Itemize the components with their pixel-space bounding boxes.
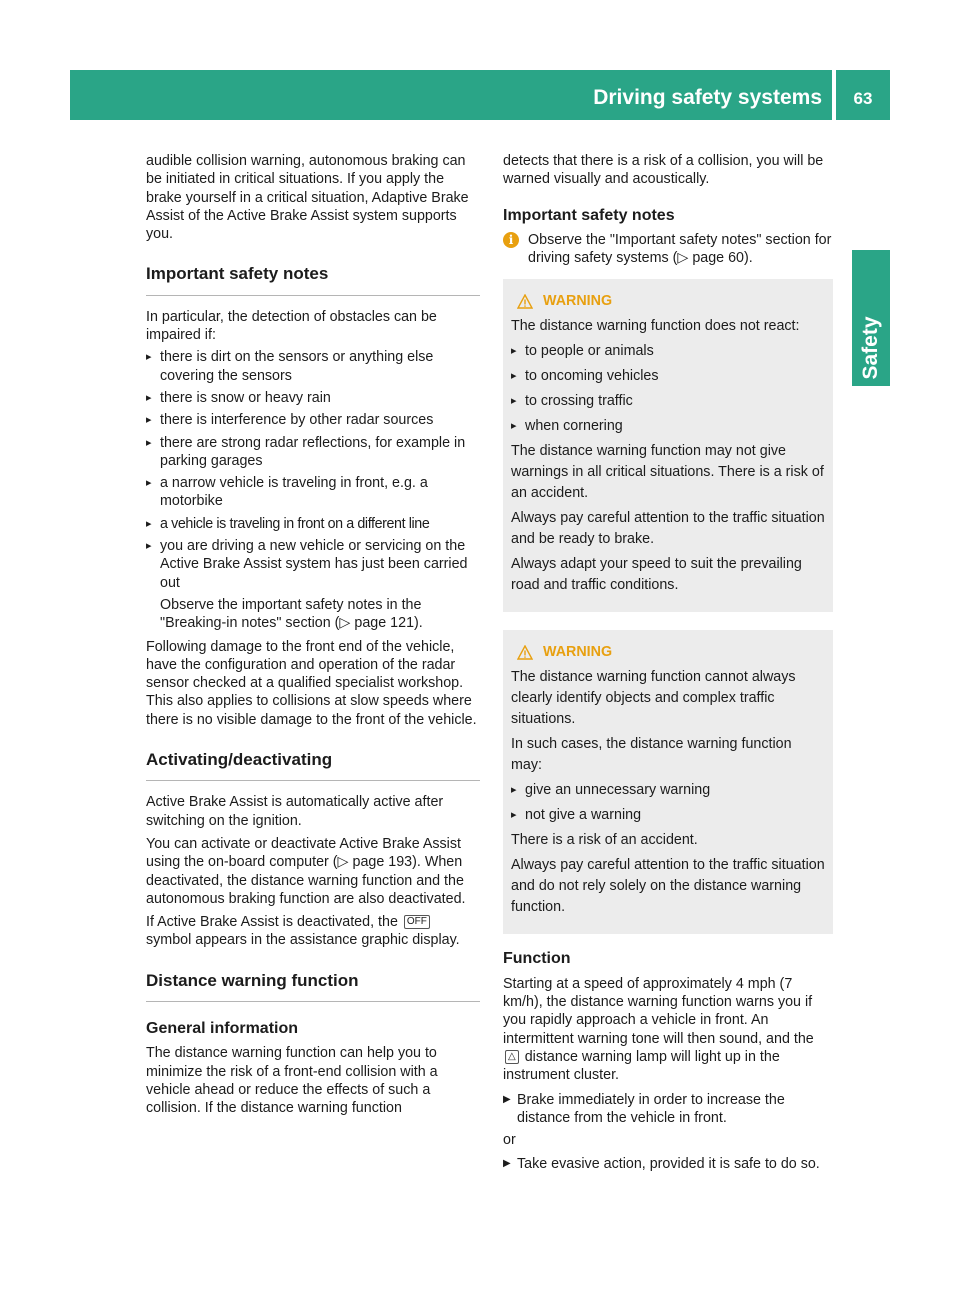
- heading-function: Function: [503, 950, 571, 968]
- list-item: ▸ you are driving a new vehicle or servicing on the Active Brake Assist system has just been carried out: [146, 537, 480, 592]
- intro-paragraph: audible collision warning, autonomous braking can be initiated in critical situations. If you apply the brake yourself in a critical situation, Adaptive Brake Assist of the Active Brake Assist system supports you.: [146, 153, 469, 243]
- info-note-text: Observe the "Important safety notes" section for driving safety systems (▷ page 60).: [528, 231, 832, 267]
- heading-activating: Activating/deactivating: [146, 751, 480, 781]
- warning-paragraph: Always pay careful attention to the traffic situation and be ready to brake.: [511, 510, 825, 548]
- left-column: [146, 152, 480, 1117]
- or-text: or: [503, 1132, 516, 1149]
- warning-paragraph: There is a risk of an accident.: [511, 832, 698, 849]
- warning-triangle-icon: [517, 645, 533, 661]
- function-text-a: Starting at a speed of approximately 4 mph (7 km/h), the distance warning function warns you if you rapidly approach a vehicle in front. An intermittent warning tone will then sound, and the: [503, 975, 814, 1047]
- section-title: Driving safety systems: [593, 86, 822, 109]
- warning-paragraph: The distance warning function cannot always clearly identify objects and complex traffic situations.: [511, 669, 796, 728]
- warning-header: [511, 642, 825, 663]
- warning-triangle-icon: [517, 294, 533, 310]
- info-icon: i: [503, 232, 519, 248]
- warning-list: [511, 780, 825, 826]
- warning-paragraph: In such cases, the distance warning function may:: [511, 736, 792, 774]
- list-item: ▸ not give a warning: [511, 805, 825, 826]
- list-item: ▸ a narrow vehicle is traveling in front, e.g. a motorbike: [146, 474, 480, 511]
- heading-important-safety-notes: Important safety notes: [146, 265, 480, 295]
- distance-warning-lamp-icon: △: [505, 1050, 519, 1064]
- warning-paragraph: Always adapt your speed to suit the prevailing road and traffic conditions.: [511, 556, 802, 594]
- function-text-b: distance warning lamp will light up in the instrument cluster.: [503, 1048, 780, 1084]
- warning-list: [511, 341, 825, 437]
- list-item: ▸ a vehicle is traveling in front on a different line: [146, 515, 480, 533]
- impaired-intro: In particular, the detection of obstacles can be impaired if:: [146, 308, 437, 344]
- action-steps-2: [503, 1155, 833, 1173]
- heading-distance-warning: Distance warning function: [146, 972, 480, 1002]
- list-item: ▸ there are strong radar reflections, for example in parking garages: [146, 434, 480, 471]
- warning-paragraph: The distance warning function may not give warnings in all critical situations. There is a risk of an accident.: [511, 443, 824, 502]
- impaired-list: [146, 348, 480, 592]
- list-item: ▸ there is interference by other radar sources: [146, 411, 480, 429]
- activating-paragraph-1: Active Brake Assist is automatically active after switching on the ignition.: [146, 794, 444, 829]
- warning-box-1: [503, 279, 833, 612]
- warning-label: WARNING: [543, 644, 613, 661]
- warning-intro: The distance warning function does not react:: [511, 318, 800, 335]
- breaking-in-note: Observe the important safety notes in the "Breaking-in notes" section (▷ page 121).: [160, 596, 423, 632]
- damage-paragraph: Following damage to the front end of the vehicle, have the configuration and operation of the radar sensor checked at a qualified specialist workshop. This also applies to collisions at slow speeds where there is no visible damage to the front of the vehicle.: [146, 638, 477, 728]
- heading-important-safety-notes-2: Important safety notes: [503, 206, 675, 224]
- list-item: ▸ there is snow or heavy rain: [146, 389, 480, 407]
- right-column: [503, 152, 833, 1178]
- activating-paragraph-3: [146, 913, 480, 950]
- warning-header: [511, 291, 825, 312]
- list-item: ▸ give an unnecessary warning: [511, 780, 825, 801]
- action-steps: [503, 1091, 833, 1128]
- action-step: ▶ Take evasive action, provided it is safe to do so.: [503, 1155, 833, 1173]
- list-item: ▸ to crossing traffic: [511, 391, 825, 412]
- general-paragraph: The distance warning function can help you to minimize the risk of a front-end collision with a vehicle ahead or reduce the effects of such a collision. If the distance warning function: [146, 1045, 438, 1117]
- list-item: ▸ to people or animals: [511, 341, 825, 362]
- warning-label: WARNING: [543, 293, 613, 310]
- list-item: ▸ there is dirt on the sensors or anything else covering the sensors: [146, 348, 480, 385]
- info-note: [503, 231, 833, 268]
- page-number: 63: [853, 89, 873, 108]
- list-item: ▸ to oncoming vehicles: [511, 366, 825, 387]
- side-tab-marker: [852, 250, 890, 306]
- continued-paragraph: detects that there is a risk of a collision, you will be warned visually and acoustically.: [503, 153, 824, 188]
- brake-assist-off-icon: OFF: [404, 915, 430, 929]
- list-item: ▸ when cornering: [511, 416, 825, 437]
- warning-box-2: [503, 630, 833, 934]
- action-step: ▶ Brake immediately in order to increase the distance from the vehicle in front.: [503, 1091, 833, 1128]
- activating-paragraph-2: You can activate or deactivate Active Brake Assist using the on-board computer (▷ page 193). When deactivated, the distance warning function and the autonomous braking function are also deactivated.: [146, 835, 466, 907]
- activating-text-a: If Active Brake Assist is deactivated, the: [146, 914, 398, 931]
- warning-paragraph: Always pay careful attention to the traffic situation and do not rely solely on the distance warning function.: [511, 857, 825, 916]
- side-tab-label: Safety: [859, 316, 882, 380]
- function-paragraph: [503, 975, 833, 1085]
- activating-text-b: symbol appears in the assistance graphic display.: [146, 932, 460, 949]
- heading-general-information: General information: [146, 1019, 299, 1037]
